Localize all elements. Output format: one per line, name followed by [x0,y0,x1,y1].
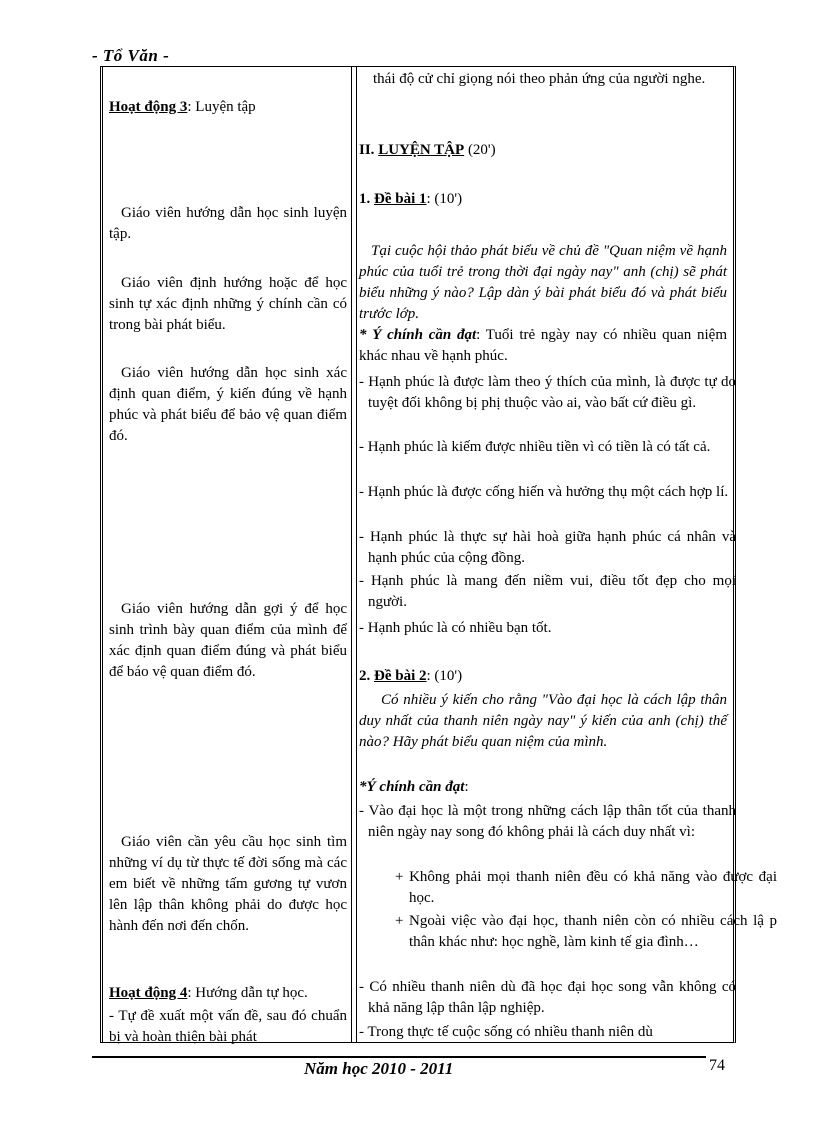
list-item: - Có nhiều thanh niên dù đã học đại học song vẫn không có khả năng lập thân lập nghiệp. [359,979,736,1016]
footer-rule [92,1056,706,1058]
activity-4-heading [109,983,347,1004]
exercise-2-label: Đề bài 2 [374,668,427,684]
activity-3-heading [109,97,347,118]
activity-3-label: Hoạt động 3 [109,99,188,115]
key-points-2-intro: *Ý chính cần đạt: [359,779,469,795]
activity-3-title: : Luyện tập [187,99,256,115]
column-divider [351,67,357,1042]
left-paragraph-6: - Tự đề xuất một vấn đề, sau đó chuẩn bị và hoàn thiện bài phát [109,1008,347,1045]
lesson-table [100,66,777,1045]
list-item: - Hạnh phúc là được cống hiến và hưởng thụ một cách hợp lí. [359,484,729,500]
section-2-title: LUYỆN TẬP [378,142,465,158]
exercise-2-heading: 2. Đề bài 2: (10') [359,668,463,684]
page-number: 74 [709,1057,725,1074]
left-paragraph-1: Giáo viên hướng dẫn học sinh luyện tập. [109,205,347,242]
school-year: Năm học 2010 - 2011 [304,1059,454,1078]
sub-list-item: + Ngoài việc vào đại học, thanh niên còn có nhiều cách lậ p thân khác như: học nghề, làm kinh tế gia đình… [395,913,777,950]
activity-4-label: Hoạt động 4 [109,985,188,1001]
list-item: - Hạnh phúc là thực sự hài hoà giữa hạnh phúc cá nhân và hạnh phúc của cộng đồng. [359,529,736,566]
continued-text: thái độ cử chỉ giọng nói theo phản ứng của người nghe. [373,71,706,87]
key-points-2-label: *Ý chính cần đạt [359,779,465,795]
left-paragraph-2: Giáo viên định hướng hoặc để học sinh tự xác định những ý chính cần có trong bài phát biểu. [109,275,347,333]
exercise-1-prompt: Tại cuộc hội thảo phát biểu về chủ đề "Quan niệm về hạnh phúc của tuổi trẻ trong thời đại ngày nay" anh (chị) sẽ phát biểu những ý nào? Lập dàn ý bài phát biểu đó và phát biểu trước lớp. [359,243,727,322]
list-item: - Hạnh phúc là mang đến niềm vui, điều tốt đẹp cho mọi người. [359,573,736,610]
list-item: - Hạnh phúc là kiếm được nhiều tiền vì có tiền là có tất cả. [359,439,711,455]
list-item: - Vào đại học là một trong những cách lập thân tốt của thanh niên ngày nay song đó không phải là cách duy nhất vì: [359,803,736,840]
page-header: - Tổ Văn - [92,46,170,65]
activity-4-title: : Hướng dẫn tự học. [187,985,308,1001]
exercise-2-prompt: Có nhiều ý kiến cho rằng "Vào đại học là cách lập thân duy nhất của thanh niên ngày nay" ý kiến của anh (chị) thế nào? Hãy phát biểu quan niệm của mình. [359,692,727,750]
section-2-heading: II. LUYỆN TẬP (20') [359,142,496,158]
list-item: - Trong thực tế cuộc sống có nhiều thanh niên dù [359,1024,653,1040]
list-item: - Hạnh phúc là được làm theo ý thích của mình, là được tự do tuyệt đối không bị phị thuộc vào ai, vào bất cứ điều gì. [359,374,736,411]
left-paragraph-4: Giáo viên hướng dẫn gợi ý để học sinh trình bày quan điểm của mình để xác định quan điểm đúng và phát biểu để báo vệ quan điểm đó. [109,601,347,680]
list-item: - Hạnh phúc là có nhiều bạn tốt. [359,620,552,636]
key-points-1-label: * Ý chính cần đạt [359,327,477,343]
left-paragraph-3: Giáo viên hướng dẫn học sinh xác định quan điểm, ý kiến đúng về hạnh phúc và phát biểu để bảo vệ quan điểm đó. [109,365,347,444]
left-paragraph-5: Giáo viên cần yêu cầu học sinh tìm những ví dụ từ thực tế đời sống mà các em biết về những tấm gương tự vươn lên lập thân không phải do được học hành đến nơi đến chốn. [109,834,347,934]
sub-list-item: + Không phải mọi thanh niên đều có khả năng vào được đại học. [395,869,777,906]
exercise-1-label: Đề bài 1 [374,191,427,207]
exercise-1-heading: 1. Đề bài 1: (10') [359,191,463,207]
key-points-1-intro: * Ý chính cần đạt: Tuổi trẻ ngày nay có nhiều quan niệm khác nhau về hạnh phúc. [359,327,728,364]
